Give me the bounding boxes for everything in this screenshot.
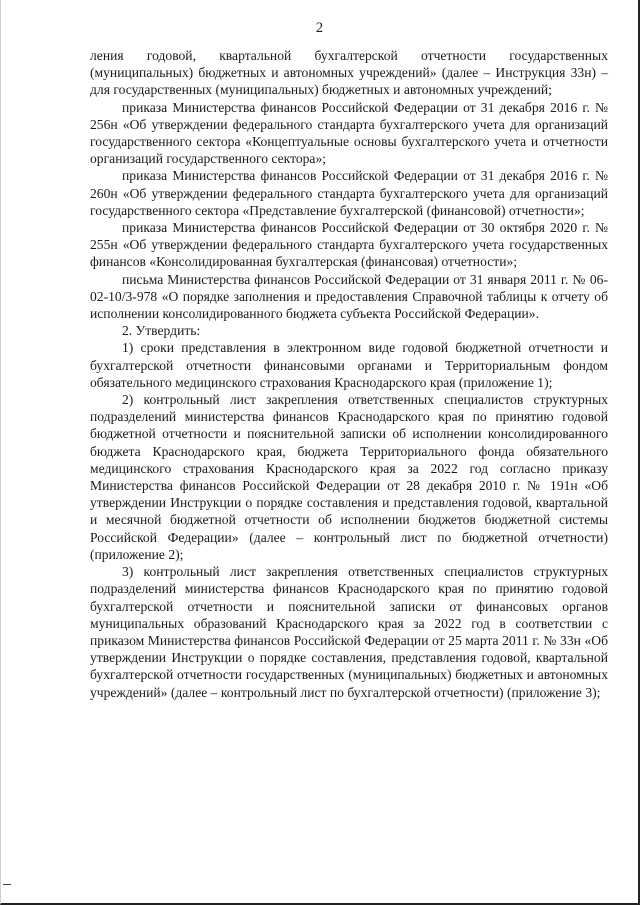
paragraph-item-1: 1) сроки представления в электронном виде годовой бюджетной отчетности и бухгалтерской отчетности финансовыми органами и Территориальным фондом обязательного медицинского страхования Краснодарского края (приложение 1); [90,340,608,390]
scan-artifact-mark [3,884,11,885]
paragraph-order-260n: приказа Министерства финансов Российской Федерации от 31 декабря 2016 г. № 260н «Об утверждении федерального стандарта бухгалтерского учета для организаций государственного сектора «Представление бухгалтерской (финансовой) отчетности»; [90,168,608,218]
paragraph-letter-978: письма Министерства финансов Российской Федерации от 31 января 2011 г. № 06-02-10/3-978 «О порядке заполнения и предоставления Справочной таблицы к отчету об исполнении консолидированного бюджета субъекта Российской Федерации». [90,271,608,322]
paragraph-order-255n: приказа Министерства финансов Российской Федерации от 30 октября 2020 г. № 255н «Об утверждении федерального стандарта бухгалтерского учета государственных финансов «Консолидированная бухгалтерская (финансовая) отчетности»; [90,220,608,270]
paragraph-instruction-33n: ления годовой, квартальной бухгалтерской отчетности государственных (муниципальных) бюджетных и автономных учреждений» (далее – Инструкция 33н) – для государственных (муниципальных) бюджетных и автономных учреждений; [90,48,608,98]
paragraph-approve-heading: 2. Утвердить: [122,323,201,339]
paragraph-item-2: 2) контрольный лист закрепления ответственных специалистов структурных подразделений министерства финансов Краснодарского края по принятию годовой бюджетной отчетности и пояснительной записки об исполнении консолидированного бюджета Краснодарского края, бюджета Территориального фонда обязательного медицинского страхования Краснодарского края за 2022 год согласно приказу Министерства финансов Российской Федерации от 28 декабря 2010 г. № 191н «Об утверждении Инструкции о порядке составления и представления годовой, квартальной и месячной бюджетной отчетности об исполнении бюджетов бюджетной системы Российской Федерации» (далее – контрольный лист по бюджетной отчетности) (приложение 2); [90,392,608,562]
paragraph-order-256n: приказа Министерства финансов Российской Федерации от 31 декабря 2016 г. № 256н «Об утверждении федерального стандарта бухгалтерского учета для организаций государственного сектора «Концептуальные основы бухгалтерского учета и отчетности организаций государственного сектора»; [90,99,608,167]
paragraph-item-3: 3) контрольный лист закрепления ответственных специалистов структурных подразделений министерства финансов Краснодарского края по принятию годовой бухгалтерской отчетности и пояснительной записки от финансовых органов муниципальных образований Краснодарского края за 2022 год в соответствии с приказом Министерства финансов Российской Федерации от 25 марта 2011 г. № 33н «Об утверждении Инструкции о порядке составления, представления годовой, квартальной бухгалтерской отчетности государственных (муниципальных) бюджетных и автономных учреждений» (далее – контрольный лист по бухгалтерской отчетности) (приложение 3); [90,564,608,700]
page-number: 2 [315,20,324,36]
document-body [90,47,608,701]
